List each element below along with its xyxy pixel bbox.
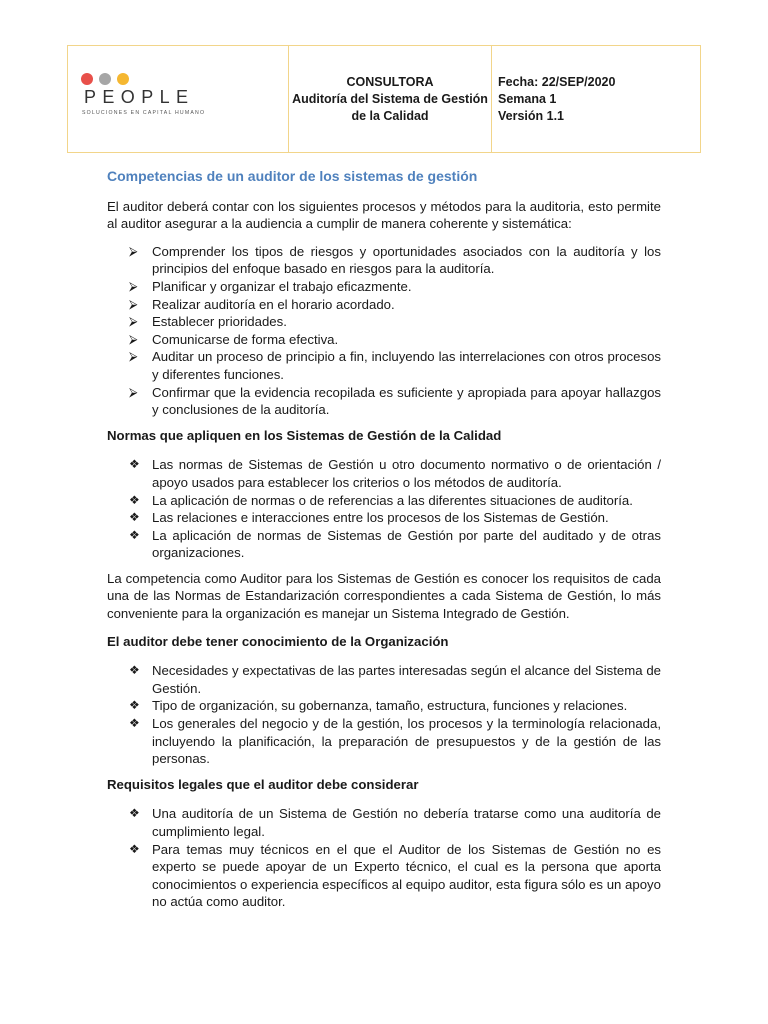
header-version: Versión 1.1 [498, 108, 565, 123]
arrow-bullet-icon: ⮚ [129, 384, 138, 399]
list-item [107, 331, 661, 349]
logo-dot-gray [99, 73, 111, 85]
list-item-text: Realizar auditoría en el horario acordado. [152, 296, 395, 312]
list-item [107, 527, 661, 562]
list-item [107, 715, 661, 768]
list-item-text: Los generales del negocio y de la gestión, los procesos y la terminología relacionada, incluyendo la planificación, la preparación de presupuestos y de la gestión de las personas. [152, 716, 661, 767]
document-header-table [67, 45, 701, 153]
list-item [107, 492, 661, 510]
header-title-line: Auditoría del Sistema de Gestión [292, 91, 488, 106]
list-item-text: La aplicación de normas o de referencias a las diferentes situaciones de auditoría. [152, 492, 633, 508]
normas-list [107, 456, 661, 562]
logo-dot-red [81, 73, 93, 85]
list-item-text: Tipo de organización, su gobernanza, tamaño, estructura, funciones y relaciones. [152, 698, 628, 714]
header-title-line: CONSULTORA [346, 74, 434, 89]
list-item [107, 509, 661, 527]
list-item [107, 243, 661, 278]
arrow-bullet-icon: ⮚ [129, 314, 138, 329]
diamond-bullet-icon: ❖ [129, 716, 140, 731]
header-date: Fecha: 22/SEP/2020 [498, 74, 616, 89]
normas-paragraph: La competencia como Auditor para los Sistemas de Gestión es conocer los requisitos de cada una de las Normas de Estandarización correspondientes a cada Sistema de Gestión, lo más conveniente para la organización es manejar un Sistema Integrado de Gestión. [107, 570, 661, 622]
section-heading-legales: Requisitos legales que el auditor debe considerar [107, 776, 419, 792]
arrow-bullet-icon: ⮚ [129, 278, 138, 293]
header-meta-cell [492, 46, 700, 152]
list-item [107, 697, 661, 715]
list-item [107, 313, 661, 331]
list-item [107, 841, 661, 911]
logo-tagline: SOLUCIONES EN CAPITAL HUMANO [82, 110, 206, 116]
diamond-bullet-icon: ❖ [129, 663, 140, 678]
arrow-bullet-icon: ⮚ [129, 331, 138, 346]
list-item-text: Comprender los tipos de riesgos y oportunidades asociados con la auditoría y los principios del enfoque basado en riesgos para la auditoría. [152, 243, 661, 277]
diamond-bullet-icon: ❖ [129, 698, 140, 713]
diamond-bullet-icon: ❖ [129, 806, 140, 821]
legales-list [107, 805, 661, 911]
list-item-text: Las normas de Sistemas de Gestión u otro documento normativo o de orientación / apoyo usados para establecer los criterios o los métodos de auditoría. [152, 457, 661, 490]
section-heading-normas: Normas que apliquen en los Sistemas de Gestión de la Calidad [107, 427, 502, 443]
logo-wordmark: PEOPLE [84, 87, 195, 107]
logo-dots [81, 73, 129, 85]
list-item-text: Comunicarse de forma efectiva. [152, 331, 339, 347]
list-item-text: Confirmar que la evidencia recopilada es suficiente y apropiada para apoyar hallazgos y conclusiones de la auditoría. [152, 384, 661, 418]
logo-dot-yellow [117, 73, 129, 85]
list-item-text: Para temas muy técnicos en el que el Auditor de los Sistemas de Gestión no es experto se puede apoyar de un Experto técnico, el cual es la persona que aporta conocimientos o experiencia específicos al equipo auditor, esta figura sólo es un apoyo no actúa como auditor. [152, 841, 661, 910]
header-title-cell [289, 46, 492, 152]
list-item [107, 805, 661, 840]
list-item-text: Una auditoría de un Sistema de Gestión no debería tratarse como una auditoría de cumplimiento legal. [152, 806, 661, 839]
arrow-bullet-icon: ⮚ [129, 296, 138, 311]
diamond-bullet-icon: ❖ [129, 841, 140, 856]
list-item [107, 384, 661, 419]
document-body [107, 168, 661, 919]
diamond-bullet-icon: ❖ [129, 510, 140, 525]
list-item-text: La aplicación de normas de Sistemas de Gestión por parte del auditado y de otras organizaciones. [152, 527, 661, 561]
competencias-intro: El auditor deberá contar con los siguientes procesos y métodos para la auditoria, esto permite al auditor asegurar a la audiencia a cumplir de manera coherente y sistemática: [107, 198, 661, 232]
logo-cell [68, 46, 289, 152]
list-item-text: Auditar un proceso de principio a fin, incluyendo las interrelaciones con otros procesos y diferentes funciones. [152, 349, 661, 382]
arrow-bullet-icon: ⮚ [129, 349, 138, 364]
section-heading-competencias: Competencias de un auditor de los sistemas de gestión [107, 168, 478, 184]
list-item [107, 296, 661, 314]
list-item-text: Necesidades y expectativas de las partes interesadas según el alcance del Sistema de Gestión. [152, 663, 661, 696]
arrow-bullet-icon: ⮚ [129, 243, 138, 258]
header-title-line: de la Calidad [351, 108, 429, 123]
section-heading-organizacion: El auditor debe tener conocimiento de la Organización [107, 633, 449, 649]
diamond-bullet-icon: ❖ [129, 457, 140, 472]
list-item-text: Las relaciones e interacciones entre los procesos de los Sistemas de Gestión. [152, 510, 609, 526]
diamond-bullet-icon: ❖ [129, 492, 140, 507]
list-item [107, 662, 661, 697]
header-week: Semana 1 [498, 91, 557, 106]
competencias-list [107, 243, 661, 419]
organizacion-list [107, 662, 661, 768]
list-item [107, 278, 661, 296]
list-item-text: Planificar y organizar el trabajo eficazmente. [152, 278, 412, 294]
diamond-bullet-icon: ❖ [129, 527, 140, 542]
list-item [107, 456, 661, 491]
list-item [107, 348, 661, 383]
list-item-text: Establecer prioridades. [152, 314, 287, 330]
